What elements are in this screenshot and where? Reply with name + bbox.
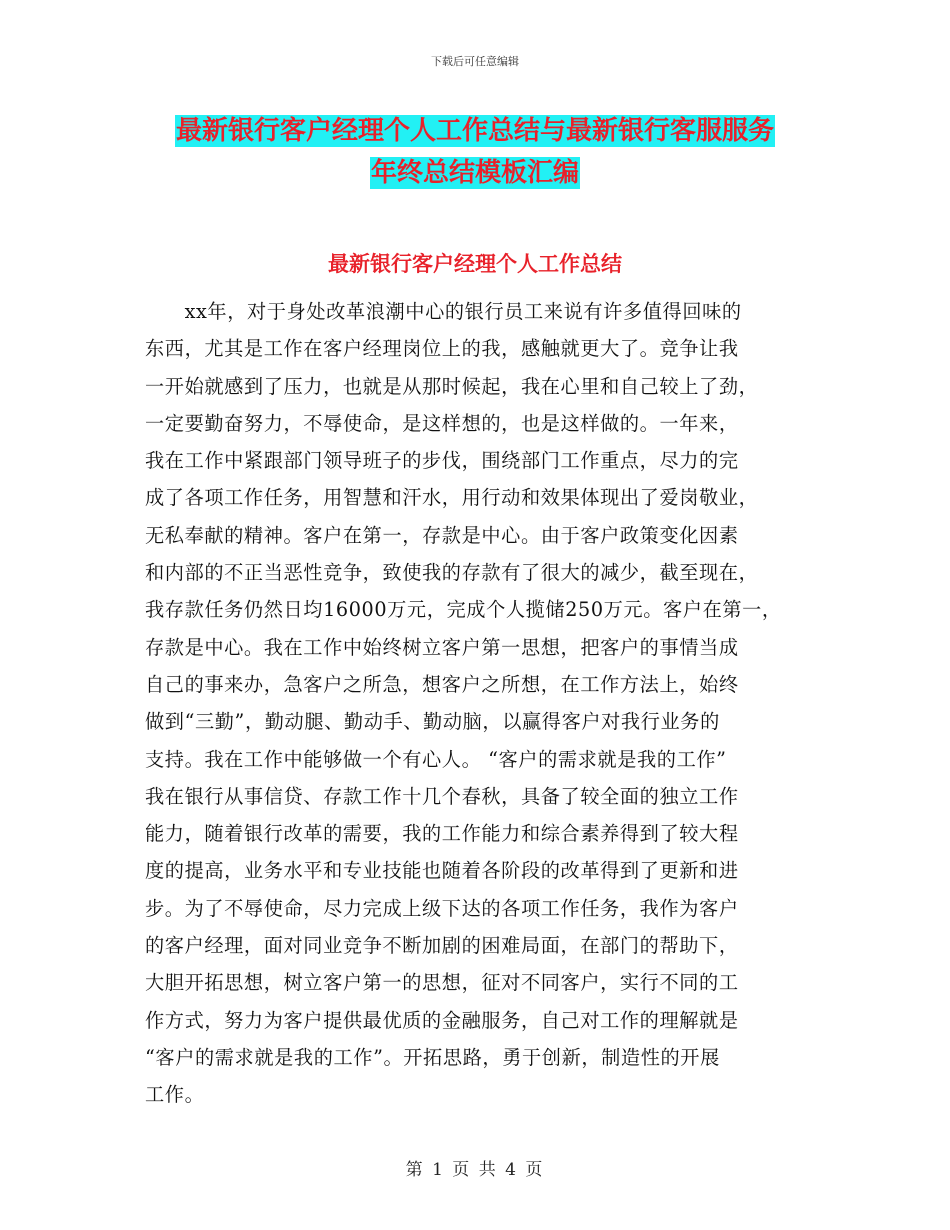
body-line: 存款是中心。我在工作中始终树立客户第一思想，把客户的事情当成 [145,635,739,659]
document-title-line-1: 最新银行客户经理个人工作总结与最新银行客服服务 [175,116,774,146]
body-line: 我在工作中紧跟部门领导班子的步伐，围绕部门工作重点，尽力的完 [145,449,739,473]
body-line: 成了各项工作任务，用智慧和汗水，用行动和效果体现出了爱岗敬业， [145,486,759,510]
body-line: 能力，随着银行改革的需要，我的工作能力和综合素养得到了较大程 [145,822,739,846]
body-line: 我存款任务仍然日均16000万元，完成个人揽储250万元。客户在第一， [145,598,782,622]
body-line: 我在银行从事信贷、存款工作十几个春秋，具备了较全面的独立工作 [145,784,739,808]
body-line: 一定要勤奋努力，不辱使命，是这样想的，也是这样做的。一年来， [145,411,739,435]
body-line: 大胆开拓思想，树立客户第一的思想，征对不同客户，实行不同的工 [145,971,739,995]
body-line: 无私奉献的精神。客户在第一，存款是中心。由于客户政策变化因素 [145,523,739,547]
body-line: 东西，尤其是工作在客户经理岗位上的我，感触就更大了。竞争让我 [145,337,739,361]
body-line: 作方式，努力为客户提供最优质的金融服务，自己对工作的理解就是 [145,1008,739,1032]
body-line: 做到“三勤”，勤动腿、勤动手、勤动脑，以赢得客户对我行业务的 [145,710,720,734]
body-line: 支持。我在工作中能够做一个有心人。 “客户的需求就是我的工作” [145,747,727,771]
body-line: 度的提高，业务水平和专业技能也随着各阶段的改革得到了更新和进 [145,859,739,883]
page-header-note: 下载后可任意编辑 [431,55,519,68]
body-text [145,293,845,1114]
document-title-line-2: 年终总结模板汇编 [370,158,579,188]
body-line: 一开始就感到了压力，也就是从那时候起，我在心里和自己较上了劲， [145,374,759,398]
body-line: xx年，对于身处改革浪潮中心的银行员工来说有许多值得回味的 [145,300,742,323]
page-number-footer: 第 1 页 共 4 页 [405,1160,545,1180]
section-title: 最新银行客户经理个人工作总结 [328,252,622,276]
document-title [0,110,950,194]
body-line: 的客户经理，面对同业竞争不断加剧的困难局面，在部门的帮助下， [145,934,739,958]
body-line: “客户的需求就是我的工作”。开拓思路，勇于创新，制造性的开展 [145,1045,720,1069]
body-line: 步。为了不辱使命，尽力完成上级下达的各项工作任务，我作为客户 [145,896,739,920]
body-line: 自己的事来办，急客户之所急，想客户之所想，在工作方法上，始终 [145,672,739,696]
body-line: 工作。 [145,1083,205,1107]
body-line: 和内部的不正当恶性竞争，致使我的存款有了很大的减少，截至现在， [145,561,759,585]
